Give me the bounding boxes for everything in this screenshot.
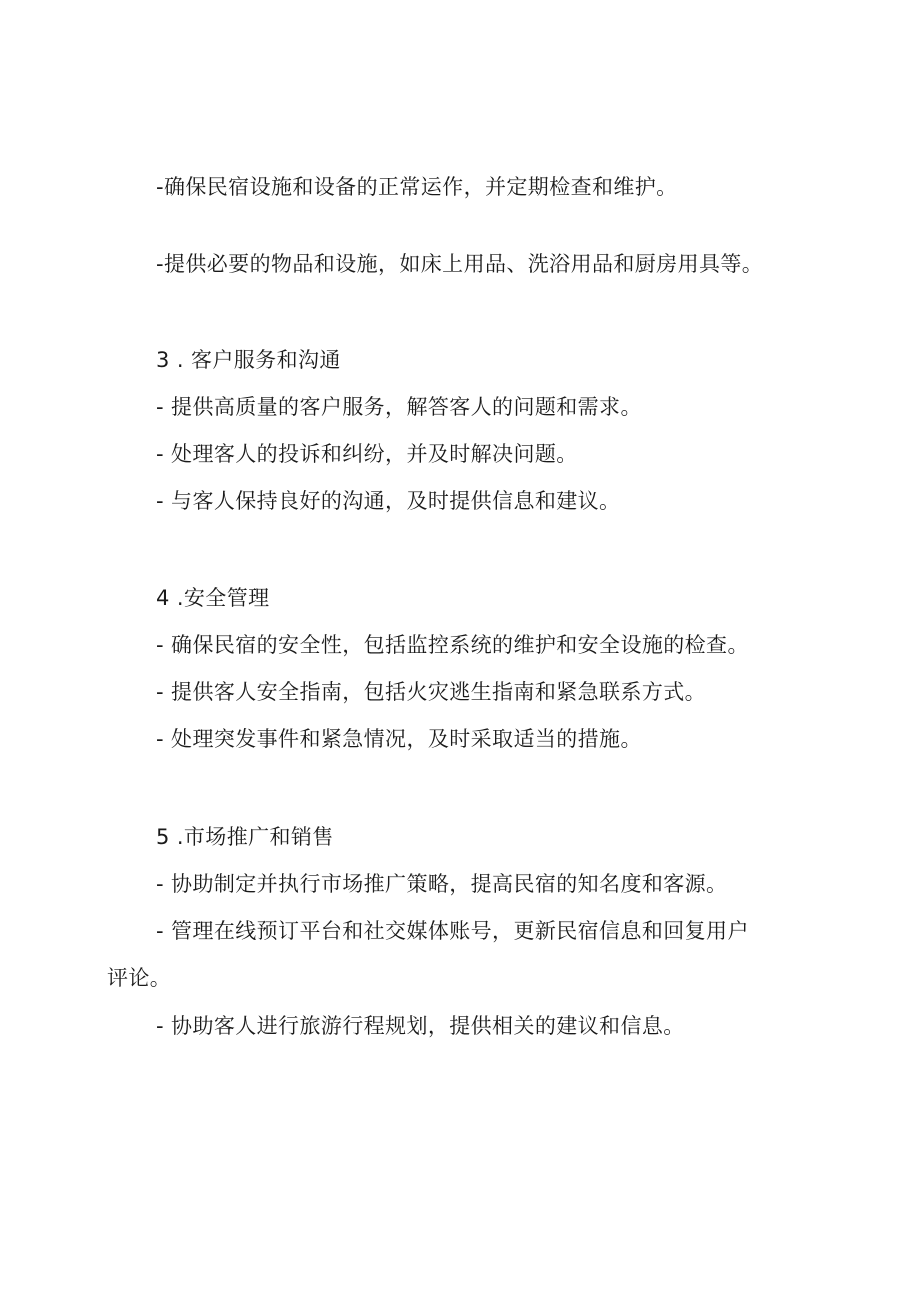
section-4-item-3: - 处理突发事件和紧急情况，及时采取适当的措施。 xyxy=(156,727,642,751)
section-5-item-2: - 管理在线预订平台和社交媒体账号，更新民宿信息和回复用户 xyxy=(156,919,749,943)
section-5-item-3: - 协助客人进行旅游行程规划，提供相关的建议和信息。 xyxy=(156,1014,685,1038)
section-3-item-2: - 处理客人的投诉和纠纷，并及时解决问题。 xyxy=(156,442,578,466)
section-5-item-1: - 协助制定并执行市场推广策略，提高民宿的知名度和客源。 xyxy=(156,872,728,896)
section-3-item-3: - 与客人保持良好的沟通，及时提供信息和建议。 xyxy=(156,489,621,513)
section-3-item-1: - 提供高质量的客户服务，解答客人的问题和需求。 xyxy=(156,395,642,419)
section-4-heading: 4 .安全管理 xyxy=(156,586,270,610)
intro-item-1: -确保民宿设施和设备的正常运作，并定期检查和维护。 xyxy=(156,175,678,199)
section-5-heading: 5 .市场推广和销售 xyxy=(156,825,334,849)
section-4-item-1: - 确保民宿的安全性，包括监控系统的维护和安全设施的检查。 xyxy=(156,633,749,657)
section-4-item-2: - 提供客人安全指南，包括火灾逃生指南和紧急联系方式。 xyxy=(156,680,707,704)
intro-item-2: -提供必要的物品和设施，如床上用品、洗浴用品和厨房用具等。 xyxy=(156,252,764,276)
section-3-heading: 3 . 客户服务和沟通 xyxy=(156,348,341,372)
section-5-item-2-continued: 评论。 xyxy=(107,966,172,990)
